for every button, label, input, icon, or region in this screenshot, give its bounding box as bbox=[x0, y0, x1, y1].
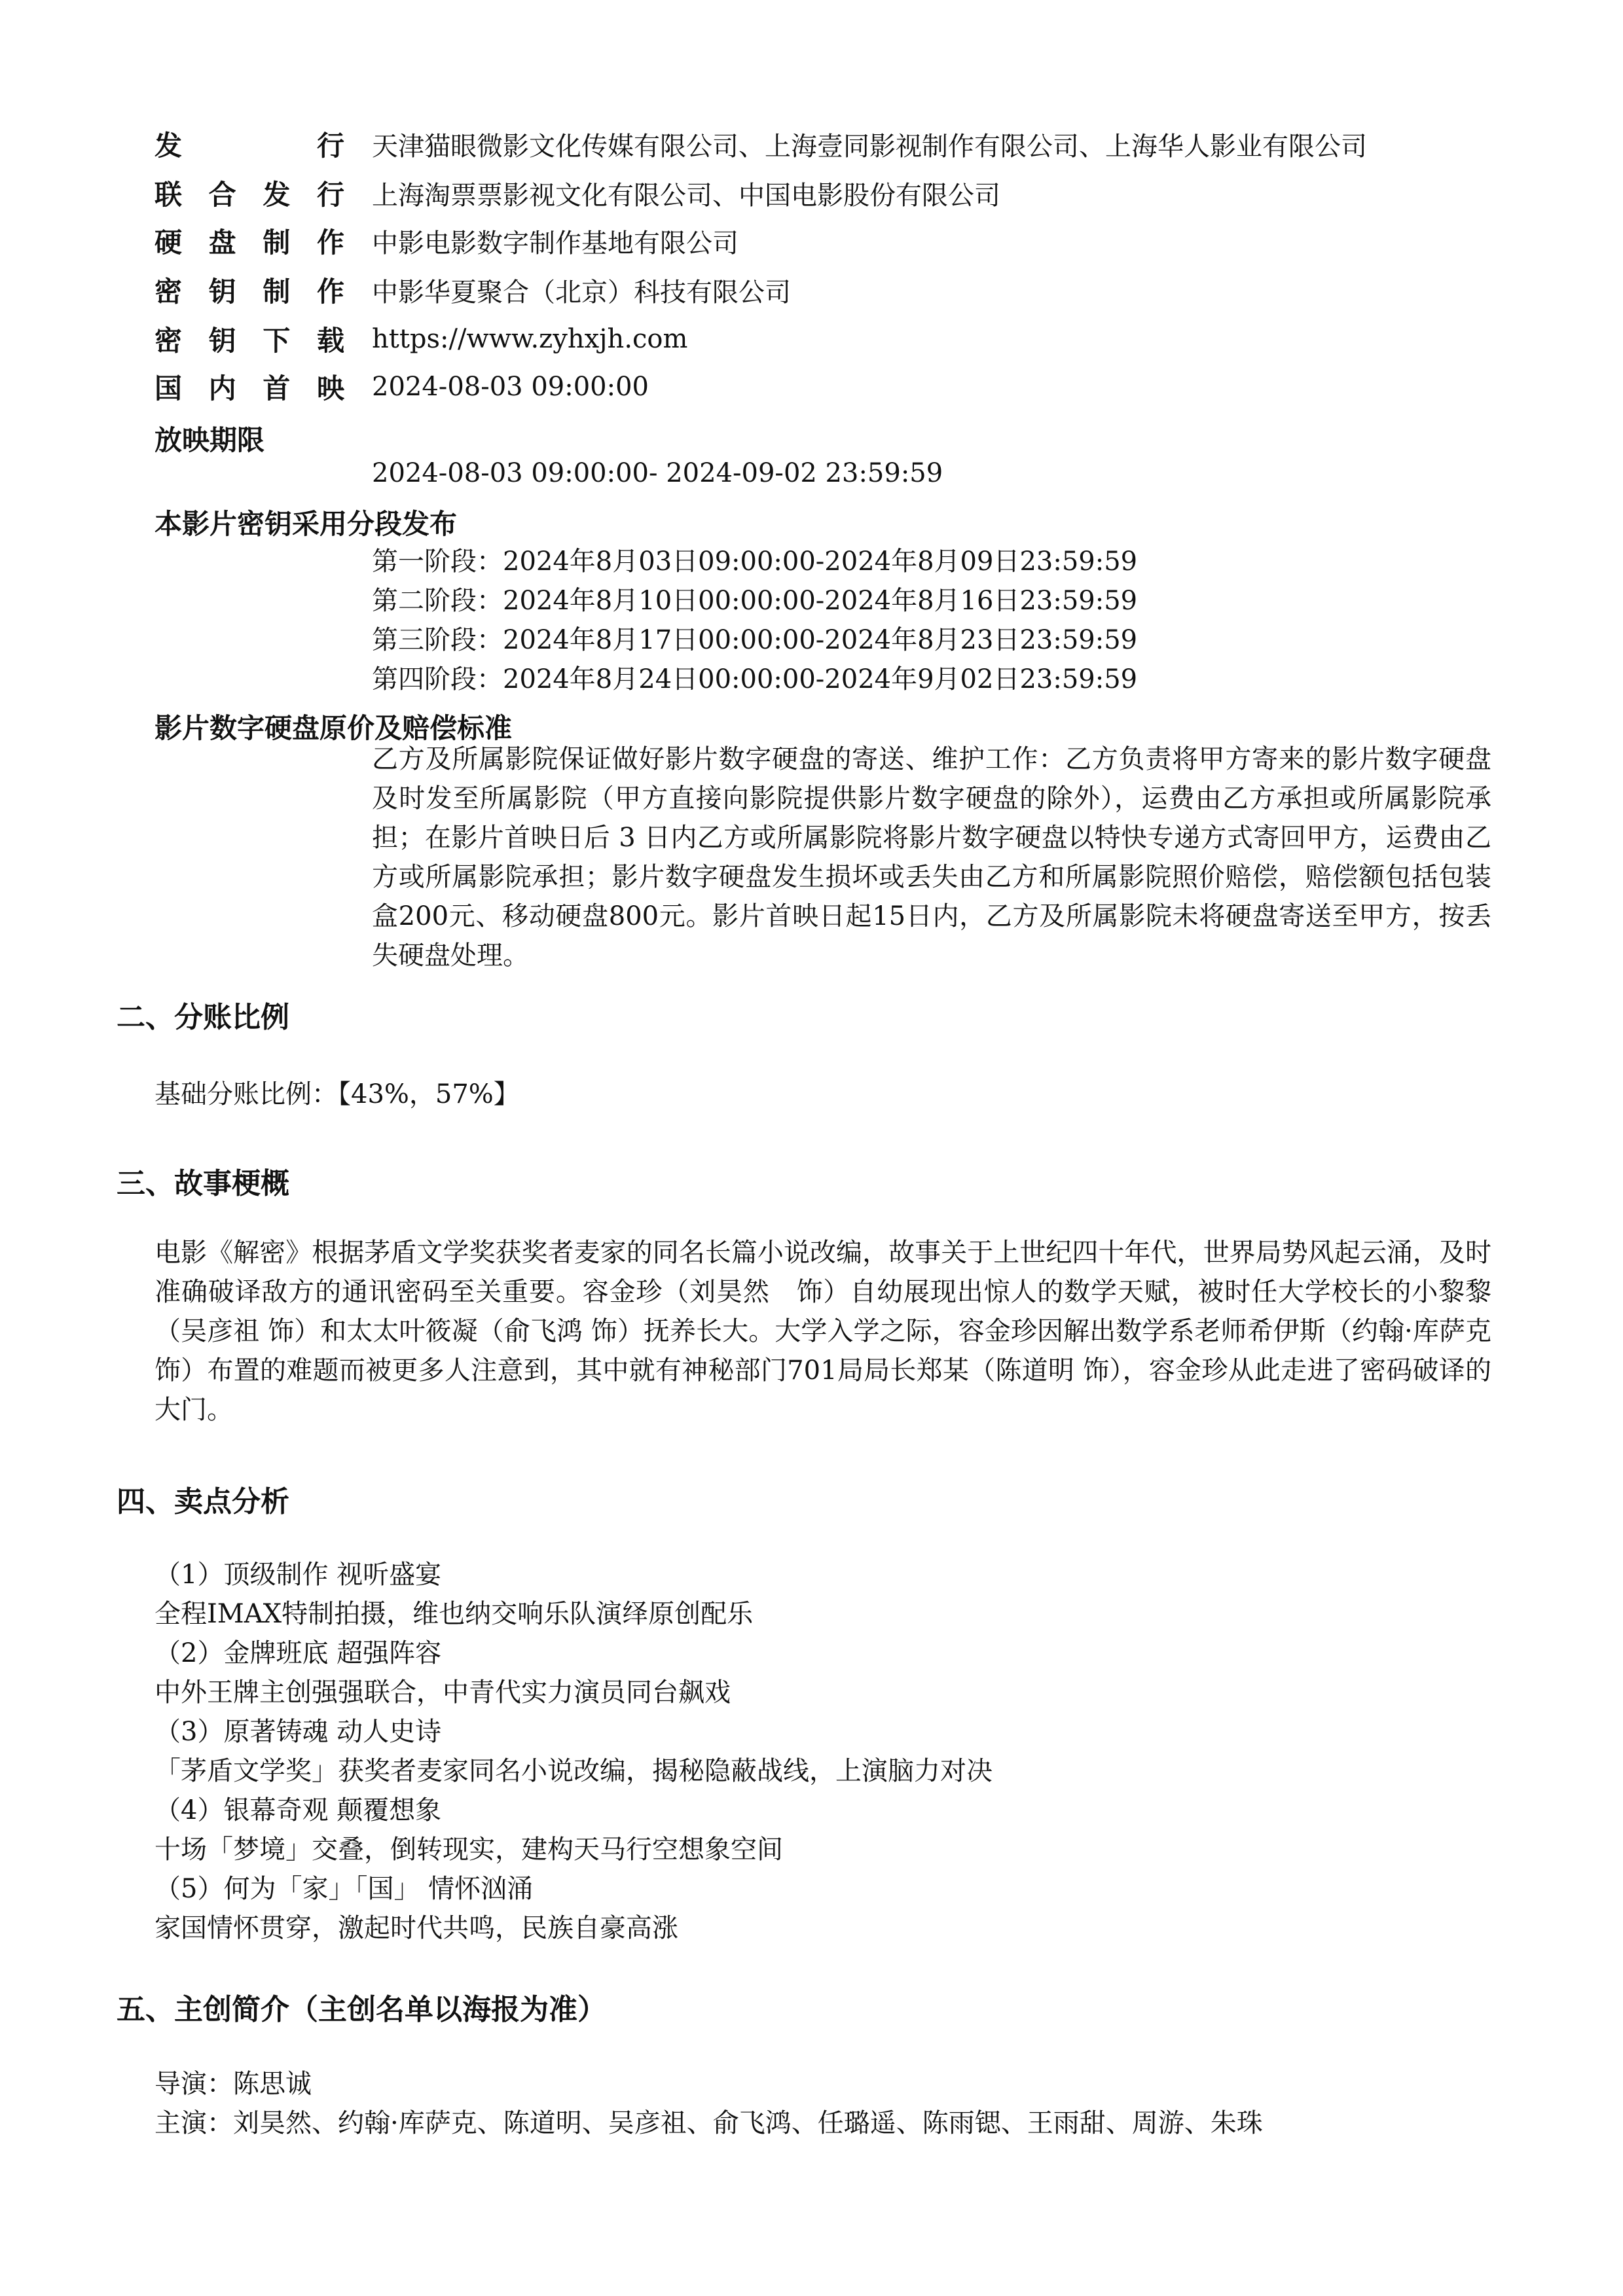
release-value: 中影电影数字制作基地有限公司 bbox=[372, 228, 739, 259]
release-row-distributor bbox=[155, 121, 1367, 167]
screening-period-heading: 放映期限 bbox=[155, 424, 265, 456]
section2-heading: 二、分账比例 bbox=[117, 1001, 289, 1034]
release-label: 国 内 首 映 bbox=[155, 372, 344, 404]
synopsis-text: 电影《解密》根据茅盾文学奖获奖者麦家的同名长篇小说改编，故事关于上世纪四十年代，世界局势风起云涌，及时准确破译敌方的通讯密码至关重要。容金珍（刘昊然 饰）自幼展现出惊人的数学天赋，被时任大学校长的小黎黎（吴彦祖 饰）和太太叶筱凝（俞飞鸿 饰）抚养长大。大学入学之际，容金珍因解出数学系老师希伊斯（约翰·库萨克 饰）布置的难题而被更多人注意到，其中就有神秘部门701局局长郑某（陈道明 饰），容金珍从此走进了密码破译的大门。 bbox=[155, 1238, 1491, 1425]
release-value: 天津猫眼微影文化传媒有限公司、上海壹同影视制作有限公司、上海华人影业有限公司 bbox=[372, 131, 1367, 162]
release-row-premiere bbox=[155, 364, 649, 410]
key-release-heading: 本影片密钥采用分段发布 bbox=[155, 508, 458, 540]
selling-point-title: （4）银幕奇观 颠覆想象 bbox=[155, 1795, 442, 1825]
disk-compensation-text: 乙方及所属影院保证做好影片数字硬盘的寄送、维护工作：乙方负责将甲方寄来的影片数字硬盘及时发至所属影院（甲方直接向影院提供影片数字硬盘的除外），运费由乙方承担或所属影院承担；在影片首映日后 3 日内乙方或所属影院将影片数字硬盘以特快专递方式寄回甲方，运费由乙方或所属影院承担；影片数字硬盘发生损坏或丢失由乙方和所属影院照价赔偿，赔偿额包括包装盒200元、移动硬盘800元。影片首映日起15日内，乙方及所属影院未将硬盘寄送至甲方，按丢失硬盘处理。 bbox=[372, 744, 1491, 971]
release-value: 上海淘票票影视文化有限公司、中国电影股份有限公司 bbox=[372, 180, 1000, 211]
release-label: 密 钥 制 作 bbox=[155, 276, 344, 308]
screening-period-value: 2024-08-03 09:00:00- 2024-09-02 23:59:59 bbox=[372, 458, 943, 488]
release-label: 联 合 发 行 bbox=[155, 179, 344, 211]
selling-point-desc: 家国情怀贯穿，激起时代共鸣，民族自豪高涨 bbox=[155, 1913, 678, 1943]
section5-heading: 五、主创简介（主创名单以海报为准） bbox=[117, 1993, 606, 2026]
revenue-share-ratio: 基础分账比例：【43%，57%】 bbox=[155, 1079, 520, 1109]
disk-compensation-heading: 影片数字硬盘原价及赔偿标准 bbox=[155, 712, 513, 744]
release-value: 2024-08-03 09:00:00 bbox=[372, 372, 649, 402]
director-line: 导演：陈思诚 bbox=[155, 2069, 312, 2099]
release-row-key-download bbox=[155, 316, 687, 362]
release-row-key-production bbox=[155, 267, 791, 313]
release-label: 密 钥 下 载 bbox=[155, 325, 344, 357]
release-label: 发 行 bbox=[155, 130, 344, 162]
selling-point-title: （5）何为「家」「国」 情怀汹涌 bbox=[155, 1874, 534, 1904]
selling-point-title: （3）原著铸魂 动人史诗 bbox=[155, 1717, 442, 1747]
cast-line: 主演：刘昊然、约翰·库萨克、陈道明、吴彦祖、俞飞鸿、任璐遥、陈雨锶、王雨甜、周游、朱珠 bbox=[155, 2108, 1263, 2138]
selling-point-title: （2）金牌班底 超强阵容 bbox=[155, 1638, 442, 1668]
release-value: 中影华夏聚合（北京）科技有限公司 bbox=[372, 277, 791, 308]
section4-heading: 四、卖点分析 bbox=[117, 1485, 289, 1518]
release-label: 硬 盘 制 作 bbox=[155, 226, 344, 259]
selling-point-desc: 全程IMAX特制拍摄，维也纳交响乐队演绎原创配乐 bbox=[155, 1599, 754, 1629]
section3-heading: 三、故事梗概 bbox=[117, 1167, 289, 1200]
release-row-disk-production bbox=[155, 218, 739, 264]
selling-point-desc: 十场「梦境」交叠，倒转现实，建构天马行空想象空间 bbox=[155, 1835, 783, 1865]
key-download-link[interactable]: https://www.zyhxjh.com bbox=[372, 324, 688, 354]
selling-point-desc: 中外王牌主创强强联合，中青代实力演员同台飙戏 bbox=[155, 1677, 731, 1708]
key-phase-3: 第三阶段：2024年8月17日00:00:00-2024年8月23日23:59:59 bbox=[372, 625, 1138, 655]
selling-point-title: （1）顶级制作 视听盛宴 bbox=[155, 1560, 442, 1590]
key-phase-2: 第二阶段：2024年8月10日00:00:00-2024年8月16日23:59:59 bbox=[372, 586, 1138, 616]
selling-point-desc: 「茅盾文学奖」获奖者麦家同名小说改编，揭秘隐蔽战线，上演脑力对决 bbox=[155, 1756, 993, 1786]
key-phase-1: 第一阶段：2024年8月03日09:00:00-2024年8月09日23:59:59 bbox=[372, 547, 1138, 577]
release-row-co-distributor bbox=[155, 170, 1000, 216]
key-phase-4: 第四阶段：2024年8月24日00:00:00-2024年9月02日23:59:59 bbox=[372, 664, 1138, 694]
